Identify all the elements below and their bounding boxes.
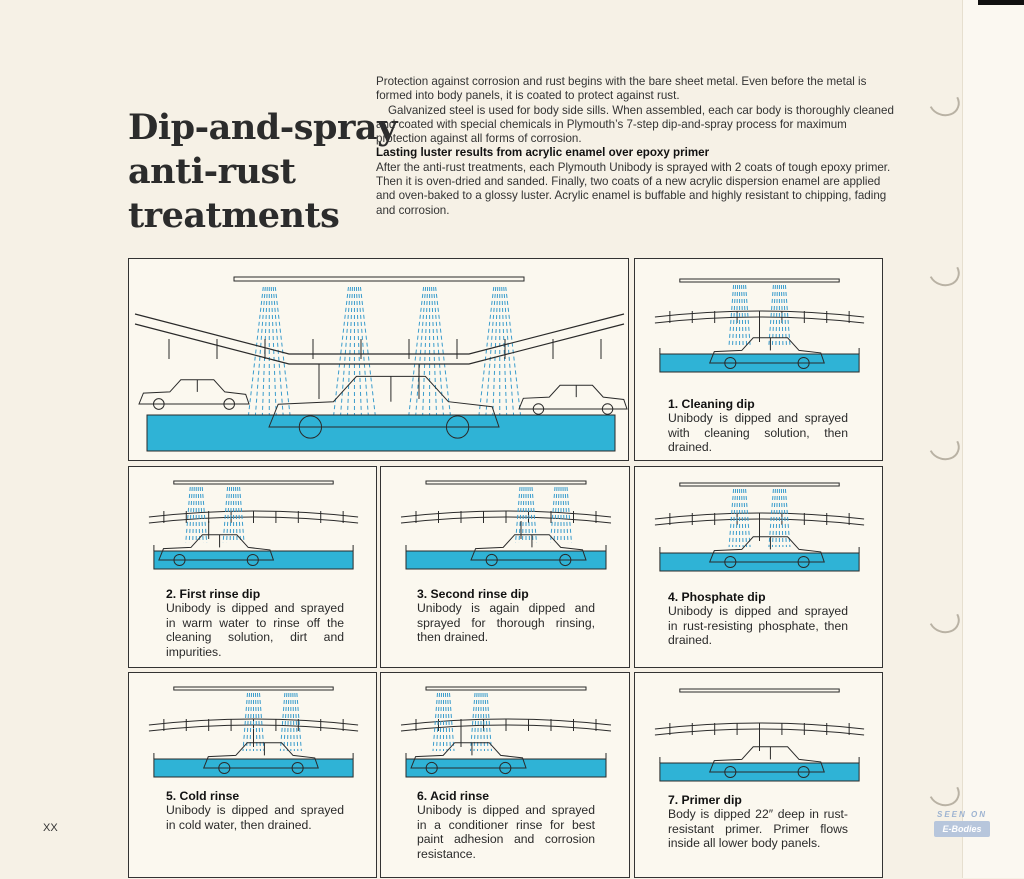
spray-jet: [333, 287, 348, 417]
conveyor-rail: [135, 324, 624, 364]
spray-jet: [248, 287, 263, 417]
spray-jet: [416, 287, 426, 417]
step-text: Unibody is dipped and sprayed in a conditioner rinse for best paint adhesion and corrosion resistance.: [417, 803, 595, 861]
spray-jet: [479, 287, 494, 417]
spray-jet: [240, 487, 245, 543]
step-text: Unibody is dipped and sprayed in rust-resisting phosphate, then drained.: [668, 604, 848, 648]
step-caption: [668, 397, 848, 455]
intro-text: [376, 75, 896, 218]
page-title: [128, 106, 397, 238]
spray-header-pipe: [174, 481, 333, 484]
title-line: anti-rust: [128, 151, 296, 192]
intro-paragraph: Protection against corrosion and rust begins with the bare sheet metal. Even before the metal is formed into body panels, it is coated to protect against rust.: [376, 75, 867, 103]
spray-header-pipe: [426, 687, 586, 690]
intro-paragraph: After the anti-rust treatments, each Plymouth Unibody is sprayed with 2 coats of tough epoxy primer. Then it is oven-dried and sanded. Finally, two coats of a new acrylic dispersion enamel are applied and oven-baked to a glossy luster. Acrylic enamel is buffable and highly resistant to chipping, fading and corrosion.: [376, 160, 891, 217]
binder-hole: [924, 253, 964, 290]
title-line: treatments: [128, 195, 340, 236]
step-panel-2: [128, 466, 377, 668]
spray-jet: [742, 285, 744, 345]
step-text: Unibody is dipped and sprayed with cleaning solution, then drained.: [668, 411, 848, 455]
step-caption: [166, 587, 344, 659]
spray-jet: [409, 287, 424, 417]
spray-header-pipe: [680, 483, 839, 486]
intro-paragraph: Galvanized steel is used for body side sills. When assembled, each car body is thoroughly cleaned and coated with special chemicals in Plymouth’s 7-step dip-and-spray process for maximum protection against all forms of corrosion.: [376, 103, 894, 146]
spray-jet: [271, 287, 276, 417]
corner-mark: [978, 0, 1024, 5]
step-illustration: [129, 673, 378, 879]
step-panel-5: [128, 672, 377, 878]
watermark-line: SEEN ON: [936, 810, 987, 819]
step-title: 2. First rinse dip: [166, 587, 261, 601]
spray-jet: [486, 287, 496, 417]
binder-hole: [924, 83, 964, 120]
spray-header-pipe: [234, 277, 524, 281]
step-caption: [166, 789, 344, 832]
step-panel-7: [634, 672, 883, 878]
title-line: Dip-and-spray: [128, 107, 397, 148]
step-title: 1. Cleaning dip: [668, 397, 755, 411]
spray-jet: [432, 287, 437, 417]
step-panel-3: [380, 466, 630, 668]
step-text: Unibody is dipped and sprayed in warm water to rinse off the cleaning solution, dirt and impurities.: [166, 601, 344, 659]
dip-tank-illustration: [129, 259, 630, 462]
spray-jet: [423, 287, 428, 417]
step-caption: [417, 789, 595, 861]
spray-header-pipe: [680, 279, 839, 282]
step-caption: [417, 587, 595, 645]
spray-jet: [567, 487, 572, 543]
spray-jet: [502, 287, 507, 417]
page-edge: [962, 0, 1024, 878]
step-text: Unibody is dipped and sprayed in cold water, then drained.: [166, 803, 344, 832]
spray-header-pipe: [680, 689, 839, 692]
step-title: 7. Primer dip: [668, 793, 742, 807]
spray-jet: [293, 693, 295, 751]
conveyor-rail: [135, 314, 624, 354]
step-title: 6. Acid rinse: [417, 789, 490, 803]
spray-header-pipe: [426, 481, 586, 484]
step-panel-6: [380, 672, 630, 878]
binder-hole: [924, 773, 964, 810]
spray-jet: [742, 489, 744, 547]
spray-jet: [358, 287, 368, 417]
spray-jet: [193, 487, 195, 543]
spray-header-pipe: [174, 687, 333, 690]
spray-jet: [255, 287, 265, 417]
step-panel-4: [634, 466, 883, 668]
step-title: 3. Second rinse dip: [417, 587, 529, 601]
spray-jet: [198, 487, 200, 543]
spray-jet: [340, 287, 350, 417]
watermark-badge: [934, 810, 990, 850]
spray-jet: [436, 287, 451, 417]
page-number: XX: [43, 822, 58, 834]
step-panel-1: [634, 258, 883, 461]
spray-jet: [347, 287, 352, 417]
step-text: Body is dipped 22″ deep in rust-resistant primer. Primer flows inside all lower body panels.: [668, 807, 848, 851]
binder-hole: [924, 427, 964, 464]
watermark-line: E-Bodies: [934, 821, 990, 837]
big-illustration-panel: [128, 258, 629, 461]
intro-subheading: Lasting luster results from acrylic enamel over epoxy primer: [376, 146, 710, 160]
spray-jet: [558, 487, 560, 543]
dip-tank: [147, 415, 615, 451]
spray-jet: [256, 693, 258, 751]
spray-jet: [493, 287, 498, 417]
step-text: Unibody is again dipped and sprayed for thorough rinsing, then drained.: [417, 601, 595, 645]
spray-jet: [776, 489, 778, 547]
step-caption: [668, 590, 848, 648]
step-caption: [668, 793, 848, 851]
spray-jet: [440, 693, 442, 751]
spray-jet: [360, 287, 375, 417]
spray-jet: [287, 693, 289, 751]
step-title: 5. Cold rinse: [166, 789, 240, 803]
spray-jet: [776, 285, 778, 345]
binder-hole: [924, 600, 964, 637]
step-title: 4. Phosphate dip: [668, 590, 766, 604]
spray-jet: [446, 693, 448, 751]
spray-jet: [250, 693, 252, 751]
spray-jet: [434, 287, 444, 417]
spray-jet: [563, 487, 565, 543]
